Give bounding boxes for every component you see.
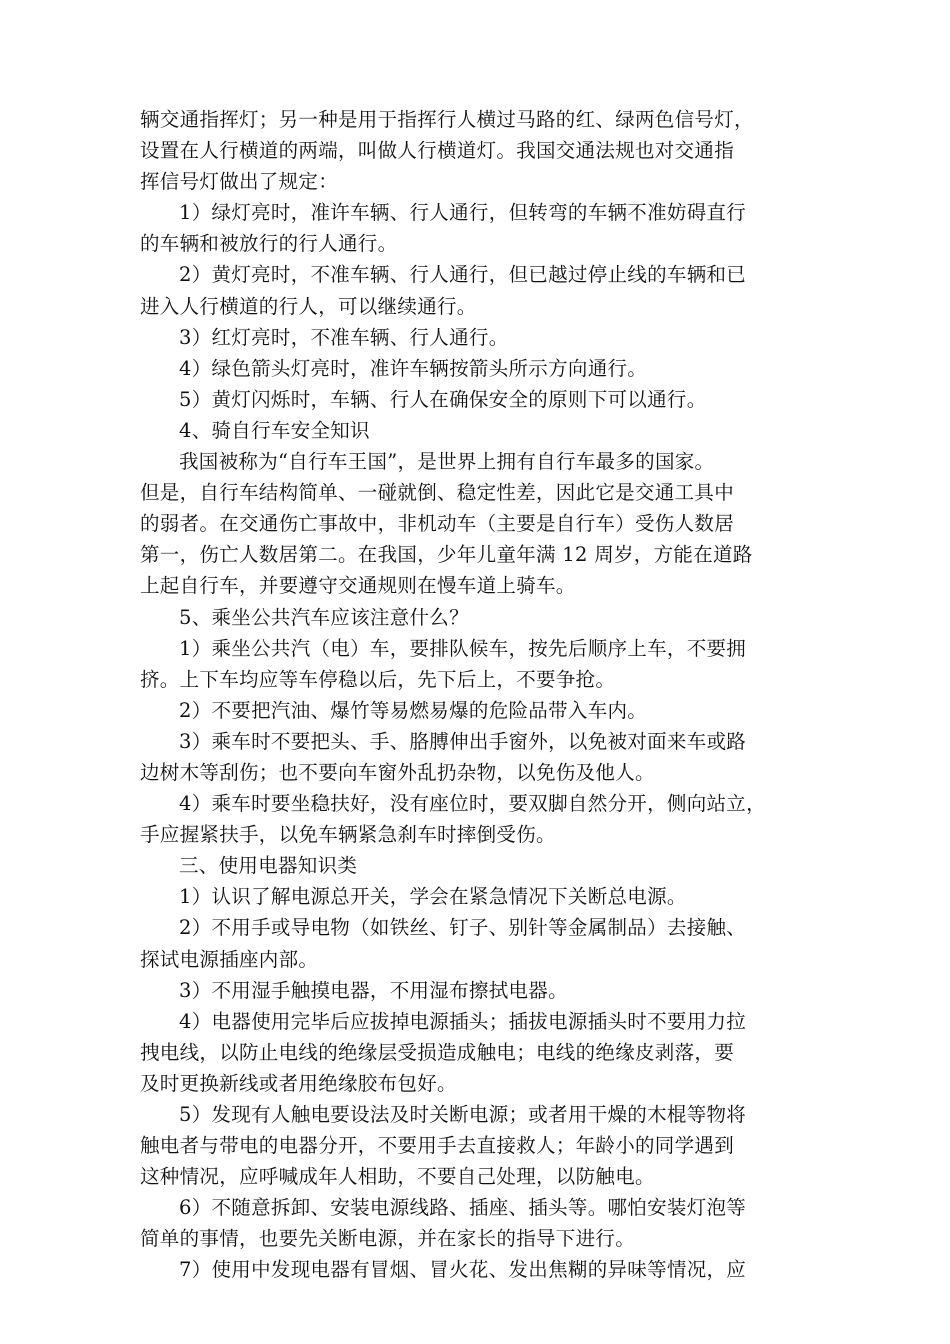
text-line: 6）不随意拆卸、安装电源线路、插座、插头等。哪怕安装灯泡等 bbox=[179, 1196, 747, 1220]
text-line: 4）绿色箭头灯亮时，准许车辆按箭头所示方向通行。 bbox=[179, 356, 648, 380]
text-line: 但是，自行车结构简单、一碰就倒、稳定性差，因此它是交通工具中 bbox=[140, 481, 735, 505]
text-line: 4）乘车时要坐稳扶好，没有座位时，要双脚自然分开，侧向站立， bbox=[179, 792, 766, 816]
text-line: 挥信号灯做出了规定： bbox=[140, 170, 339, 194]
text-line: 手应握紧扶手，以免车辆紧急刹车时摔倒受伤。 bbox=[140, 823, 556, 847]
text-line: 触电者与带电的电器分开，不要用手去直接救人；年龄小的同学遇到 bbox=[140, 1134, 735, 1158]
text-line: 简单的事情，也要先关断电源，并在家长的指导下进行。 bbox=[140, 1227, 636, 1251]
text-line: 边树木等刮伤；也不要向车窗外乱扔杂物，以免伤及他人。 bbox=[140, 760, 655, 784]
text-line: 5）发现有人触电要设法及时关断电源；或者用干燥的木棍等物将 bbox=[179, 1103, 747, 1126]
text-line: 这种情况，应呼喊成年人相助，不要自己处理，以防触电。 bbox=[140, 1165, 655, 1189]
text-line: 上起自行车，并要遵守交通规则在慢车道上骑车。 bbox=[140, 574, 576, 598]
text-line: 探试电源插座内部。 bbox=[140, 947, 319, 971]
text-line: 辆交通指挥灯；另一种是用于指挥行人横过马路的红、绿两色信号灯， bbox=[140, 108, 754, 131]
text-line: 第一，伤亡人数居第二。在我国，少年儿童年满 12 周岁，方能在道路 bbox=[140, 543, 753, 567]
text-line: 2）不要把汽油、爆竹等易燃易爆的危险品带入车内。 bbox=[179, 698, 648, 722]
text-line: 1）乘坐公共汽（电）车，要排队候车，按先后顺序上车，不要拥 bbox=[179, 636, 747, 660]
text-line: 的弱者。在交通伤亡事故中，非机动车（主要是自行车）受伤人数居 bbox=[140, 512, 735, 536]
text-line: 3）乘车时不要把头、手、胳膊伸出手窗外，以免被对面来车或路 bbox=[179, 729, 747, 753]
text-line: 的车辆和被放行的行人通行。 bbox=[140, 232, 398, 256]
text-line: 1）绿灯亮时，准许车辆、行人通行，但转弯的车辆不准妨碍直行 bbox=[179, 201, 747, 225]
text-line: 我国被称为“自行车王国”，是世界上拥有自行车最多的国家。 bbox=[179, 450, 715, 474]
text-line: 5、乘坐公共汽车应该注意什么？ bbox=[179, 605, 469, 629]
text-line: 3）红灯亮时，不准车辆、行人通行。 bbox=[179, 325, 509, 349]
text-line: 挤。上下车均应等车停稳以后，先下后上，不要争抢。 bbox=[140, 667, 616, 691]
text-line: 三、使用电器知识类 bbox=[179, 854, 358, 878]
text-line: 1）认识了解电源总开关，学会在紧急情况下关断总电源。 bbox=[179, 885, 687, 909]
document-body bbox=[140, 104, 830, 1286]
text-line: 4）电器使用完毕后应拔掉电源插头；插拔电源插头时不要用力拉 bbox=[179, 1009, 747, 1033]
text-line: 进入人行横道的行人，可以继续通行。 bbox=[140, 294, 477, 318]
text-line: 拽电线，以防止电线的绝缘层受损造成触电；电线的绝缘皮剥落，要 bbox=[140, 1040, 735, 1064]
text-line: 设置在人行横道的两端，叫做人行横道灯。我国交通法规也对交通指 bbox=[140, 139, 735, 163]
text-line: 2）不用手或导电物（如铁丝、钉子、别针等金属制品）去接触、 bbox=[179, 916, 747, 940]
text-line: 3）不用湿手触摸电器，不用湿布擦拭电器。 bbox=[179, 978, 568, 1002]
text-line: 2）黄灯亮时，不准车辆、行人通行，但已越过停止线的车辆和已 bbox=[179, 263, 747, 287]
text-line: 及时更换新线或者用绝缘胶布包好。 bbox=[140, 1071, 457, 1095]
text-line: 7）使用中发现电器有冒烟、冒火花、发出焦糊的异味等情况，应 bbox=[179, 1258, 747, 1282]
text-line: 5）黄灯闪烁时，车辆、行人在确保安全的原则下可以通行。 bbox=[179, 387, 707, 411]
text-line: 4、骑自行车安全知识 bbox=[179, 418, 370, 442]
